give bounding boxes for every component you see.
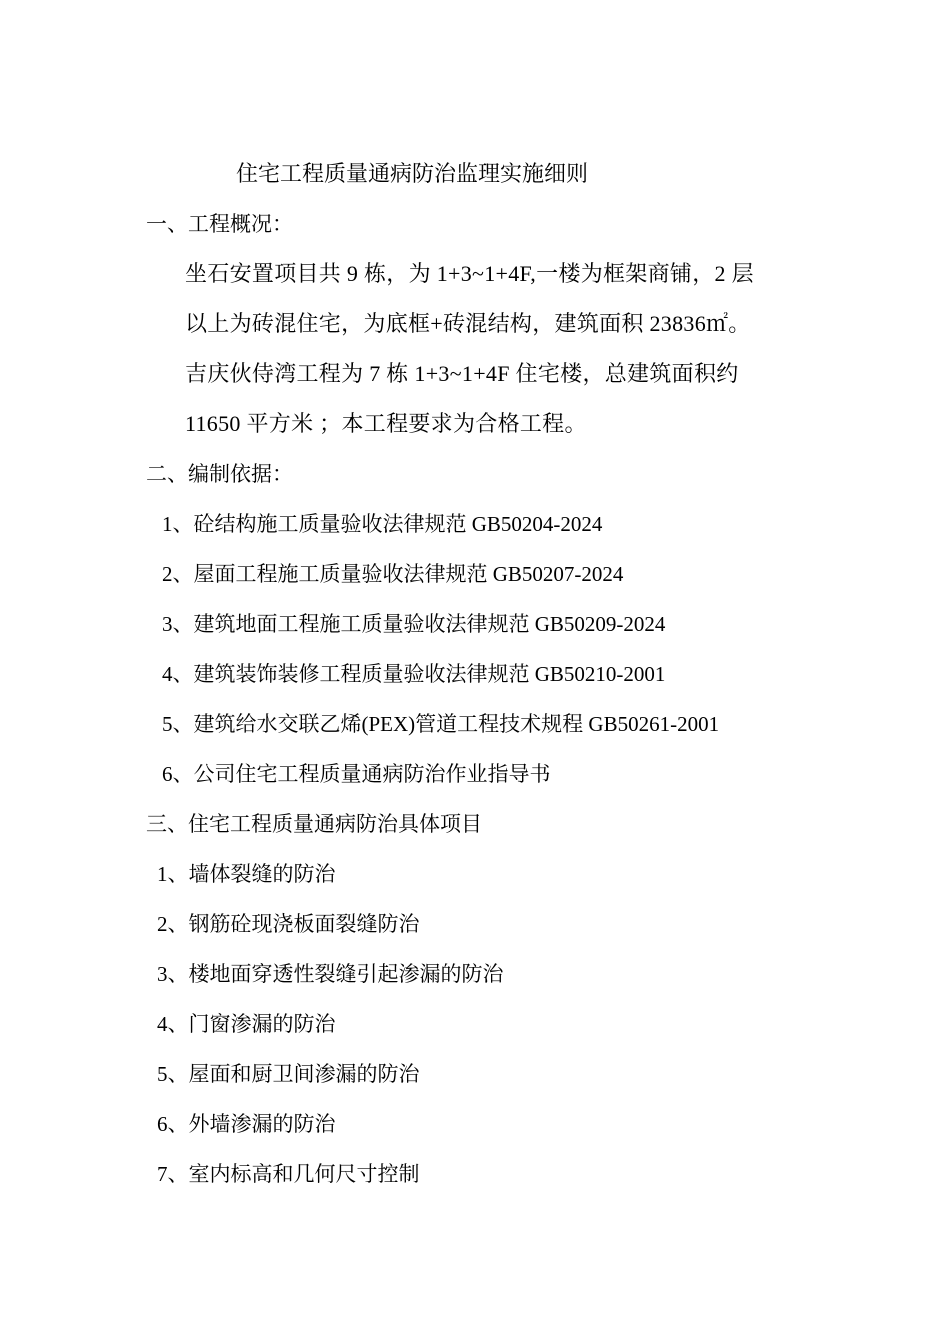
section-heading-overview: 一、工程概况： (146, 212, 293, 236)
overview-line: 以上为砖混住宅，为底框+砖混结构，建筑面积 23836㎡。 (185, 311, 751, 336)
basis-item: 4、建筑装饰装修工程质量验收法律规范 GB50210-2001 (162, 662, 666, 686)
defect-item: 5、屋面和厨卫间渗漏的防治 (157, 1062, 420, 1086)
basis-item: 6、公司住宅工程质量通病防治作业指导书 (162, 762, 551, 786)
basis-item: 5、建筑给水交联乙烯(PEX)管道工程技术规程 GB50261-2001 (162, 712, 720, 736)
overview-line: 吉庆伙侍湾工程为 7 栋 1+3~1+4F 住宅楼，总建筑面积约 (185, 361, 739, 386)
basis-item: 1、砼结构施工质量验收法律规范 GB50204-2024 (162, 512, 603, 536)
overview-line: 11650 平方米 ；本工程要求为合格工程。 (185, 411, 587, 436)
defect-item: 7、室内标高和几何尺寸控制 (157, 1162, 420, 1186)
basis-item: 2、屋面工程施工质量验收法律规范 GB50207-2024 (162, 562, 624, 586)
defect-item: 3、楼地面穿透性裂缝引起渗漏的防治 (157, 962, 504, 986)
defect-item: 6、外墙渗漏的防治 (157, 1112, 336, 1136)
overview-line: 坐石安置项目共 9 栋，为 1+3~1+4F,一楼为框架商铺，2 层 (185, 261, 754, 286)
defect-item: 4、门窗渗漏的防治 (157, 1012, 336, 1036)
defect-item: 2、钢筋砼现浇板面裂缝防治 (157, 912, 420, 936)
defect-item: 1、墙体裂缝的防治 (157, 862, 336, 886)
basis-item: 3、建筑地面工程施工质量验收法律规范 GB50209-2024 (162, 612, 666, 636)
section-heading-basis: 二、编制依据： (146, 462, 293, 486)
document-title: 住宅工程质量通病防治监理实施细则 (236, 161, 589, 186)
section-heading-items: 三、住宅工程质量通病防治具体项目 (146, 812, 482, 836)
